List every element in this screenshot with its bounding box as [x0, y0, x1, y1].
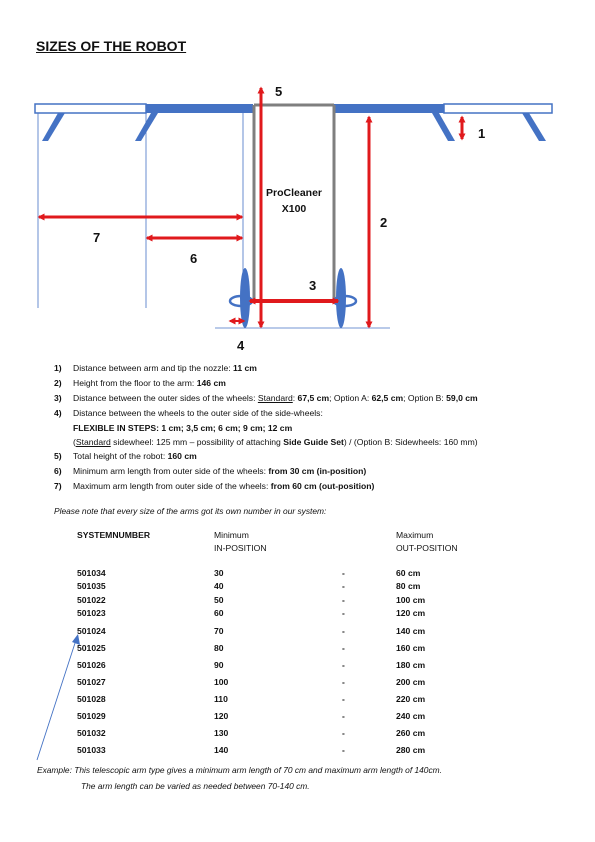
- dimension-6-label: 6: [190, 251, 198, 266]
- example-text: Example: This telescopic arm type gives a minimum arm length of 70 cm and maximum arm length of 140cm. The arm length can be varied as needed between 70-140 cm.: [37, 765, 442, 791]
- table-row: 501029 120 - 240 cm: [77, 711, 426, 721]
- dimension-1-label: 1: [478, 126, 486, 141]
- header-minimum: Minimum IN-POSITION: [214, 530, 267, 553]
- page-title: SIZES OF THE ROBOT: [36, 38, 187, 54]
- dimension-3-label: 3: [309, 278, 317, 293]
- dimension-2-label: 2: [380, 215, 388, 230]
- dimension-7-label: 7: [93, 230, 101, 245]
- spec-list: [54, 361, 574, 494]
- table-row: 501034 30 - 60 cm: [77, 568, 421, 578]
- header-maximum: Maximum OUT-POSITION: [396, 530, 458, 553]
- spec-item-7: 7) Maximum arm length from outer side of the wheels: from 60 cm (out-position): [54, 481, 375, 491]
- dimension-4-label: 4: [237, 338, 245, 353]
- machine-name-label: ProCleaner X100: [265, 187, 323, 215]
- table-row: 501033 140 - 280 cm: [77, 745, 426, 755]
- systemnumber-note: Please note that every size of the arms got its own number in our system:: [54, 506, 327, 516]
- table-row: 501027 100 - 200 cm: [77, 677, 426, 687]
- dimension-5-label: 5: [275, 84, 283, 99]
- table-row: 501035 40 - 80 cm: [77, 581, 421, 591]
- table-row: 501028 110 - 220 cm: [77, 694, 426, 704]
- table-row: 501024 70 - 140 cm: [77, 626, 426, 636]
- spec-item-3: 3) Distance between the outer sides of the wheels: Standard: 67,5 cm; Option A: 62,5 cm; Option B: 59,0 cm: [54, 393, 478, 403]
- table-row: 501022 50 - 100 cm: [77, 595, 426, 605]
- dimension-arrows: [39, 88, 462, 327]
- table-row: 501023 60 - 120 cm: [77, 608, 426, 618]
- spec-item-4: 4) Distance between the wheels to the outer side of the side-wheels: FLEXIBLE IN STEPS: 1 cm; 3,5 cm; 6 cm; 9 cm; 12 cm (Standard sidewheel: 125 mm – possibility of attaching Side Guide Set) / (Option B: Sidewheels: 160 mm): [54, 408, 478, 447]
- table-row: 501025 80 - 160 cm: [77, 643, 426, 653]
- spec-item-5: 5) Total height of the robot: 160 cm: [54, 451, 197, 461]
- spec-item-2: 2) Height from the floor to the arm: 146 cm: [54, 378, 226, 388]
- table-row: 501032 130 - 260 cm: [77, 728, 426, 738]
- header-systemnumber: SYSTEMNUMBER: [77, 530, 151, 540]
- spec-item-1: 1) Distance between arm and tip the nozzle: 11 cm: [54, 363, 257, 373]
- spec-item-6: 6) Minimum arm length from outer side of the wheels: from 30 cm (in-position): [54, 466, 367, 476]
- table-row: 501026 90 - 180 cm: [77, 660, 426, 670]
- wheels: [230, 268, 356, 328]
- nozzles: [42, 113, 546, 141]
